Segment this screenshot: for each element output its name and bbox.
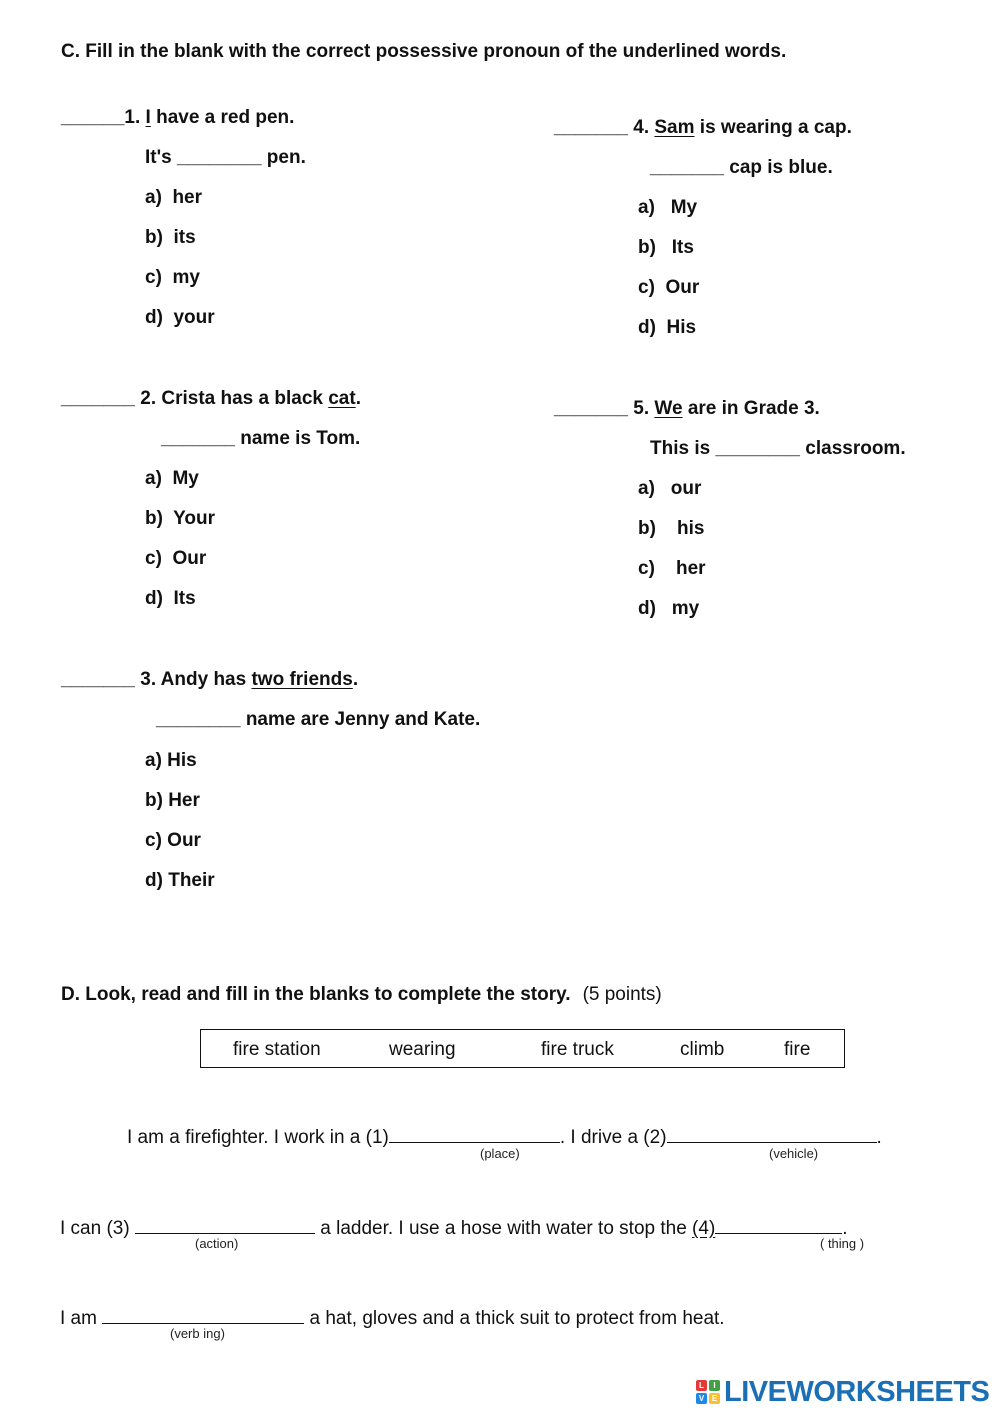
story-text: I can (3) bbox=[60, 1218, 135, 1239]
story-blank-5[interactable] bbox=[102, 1305, 304, 1324]
logo-text: LIVEWORKSHEETS bbox=[724, 1376, 990, 1408]
word-bank bbox=[200, 1029, 845, 1068]
option-2b[interactable]: b) Your bbox=[145, 508, 216, 529]
question-1-text: 1. bbox=[124, 107, 146, 128]
question-2 bbox=[61, 389, 361, 408]
question-3-text-end: . bbox=[352, 669, 359, 690]
story-text: . I drive a (2) bbox=[559, 1127, 667, 1148]
question-1 bbox=[61, 108, 294, 127]
option-3c[interactable]: c) Our bbox=[145, 830, 201, 851]
story-text: I am bbox=[60, 1308, 103, 1329]
question-2-text: 2. Crista has a black bbox=[134, 388, 329, 409]
logo-tile: V bbox=[696, 1393, 707, 1404]
question-3 bbox=[61, 670, 358, 689]
option-5d[interactable]: d) my bbox=[638, 598, 700, 619]
question-1-text-end: have a red pen. bbox=[150, 107, 295, 128]
story-text: a ladder. I use a hose with water to stop the bbox=[314, 1218, 693, 1239]
section-d-points: (5 points) bbox=[582, 984, 662, 1005]
underlined-word-1: I bbox=[145, 107, 151, 128]
section-c-title: C. Fill in the blank with the correct possessive pronoun of the underlined words. bbox=[61, 41, 787, 62]
option-3a[interactable]: a) His bbox=[145, 750, 197, 771]
story-text: . bbox=[876, 1127, 882, 1148]
option-5a[interactable]: a) our bbox=[638, 478, 702, 499]
liveworksheets-logo-icon bbox=[696, 1380, 722, 1406]
option-2a[interactable]: a) My bbox=[145, 468, 199, 489]
option-3d[interactable]: d) Their bbox=[145, 870, 215, 891]
question-5-text-end: are in Grade 3. bbox=[682, 398, 820, 419]
word-bank-item: climb bbox=[680, 1039, 725, 1060]
option-1a[interactable]: a) her bbox=[145, 187, 203, 208]
section-d-title-text: D. Look, read and fill in the blanks to complete the story. bbox=[61, 984, 571, 1005]
option-4b[interactable]: b) Its bbox=[638, 237, 694, 258]
option-5b[interactable]: b) his bbox=[638, 518, 705, 539]
question-5 bbox=[554, 399, 820, 418]
hint-action: (action) bbox=[195, 1236, 239, 1251]
story-line-1 bbox=[127, 1124, 882, 1147]
hint-verb-ing: (verb ing) bbox=[170, 1326, 225, 1341]
story-blank-3[interactable] bbox=[135, 1215, 315, 1234]
option-3b[interactable]: b) Her bbox=[145, 790, 200, 811]
question-2-text-end: . bbox=[355, 388, 361, 409]
story-blank-4[interactable] bbox=[715, 1215, 842, 1234]
logo-tile: L bbox=[696, 1380, 707, 1391]
question-5-text: 5. bbox=[627, 398, 655, 419]
word-bank-item: fire truck bbox=[541, 1039, 614, 1060]
answer-blank-1[interactable]: ______ bbox=[61, 107, 125, 128]
section-d-title bbox=[61, 985, 662, 1004]
underlined-word-3: two friends bbox=[251, 669, 353, 690]
option-4d[interactable]: d) His bbox=[638, 317, 697, 338]
question-1-sentence: It's ________ pen. bbox=[145, 147, 306, 168]
logo-tile: I bbox=[709, 1380, 720, 1391]
logo-tile: E bbox=[709, 1393, 720, 1404]
story-text: (4) bbox=[692, 1218, 716, 1239]
question-3-text: 3. Andy has bbox=[134, 669, 252, 690]
question-4-text: 4. bbox=[627, 117, 655, 138]
story-line-2 bbox=[60, 1215, 848, 1238]
option-1d[interactable]: d) your bbox=[145, 307, 215, 328]
question-3-sentence: ________ name are Jenny and Kate. bbox=[156, 709, 481, 730]
underlined-word-5: We bbox=[654, 398, 683, 419]
question-5-sentence: This is ________ classroom. bbox=[650, 438, 906, 459]
story-text: I am a firefighter. I work in a (1) bbox=[127, 1127, 389, 1148]
answer-blank-4[interactable]: _______ bbox=[554, 117, 628, 138]
story-text: a hat, gloves and a thick suit to protect from heat. bbox=[304, 1308, 725, 1329]
answer-blank-5[interactable]: _______ bbox=[554, 398, 628, 419]
option-2c[interactable]: c) Our bbox=[145, 548, 207, 569]
option-2d[interactable]: d) Its bbox=[145, 588, 196, 609]
underlined-word-4: Sam bbox=[654, 117, 695, 138]
hint-thing: ( thing ) bbox=[820, 1236, 865, 1251]
word-bank-item: wearing bbox=[389, 1039, 456, 1060]
story-text: . bbox=[842, 1218, 848, 1239]
hint-vehicle: (vehicle) bbox=[769, 1146, 819, 1161]
answer-blank-3[interactable]: _______ bbox=[61, 669, 135, 690]
question-4-sentence: _______ cap is blue. bbox=[650, 157, 833, 178]
option-4a[interactable]: a) My bbox=[638, 197, 698, 218]
hint-place: (place) bbox=[480, 1146, 520, 1161]
option-1c[interactable]: c) my bbox=[145, 267, 200, 288]
question-4 bbox=[554, 118, 852, 137]
option-1b[interactable]: b) its bbox=[145, 227, 196, 248]
story-line-3 bbox=[60, 1305, 725, 1328]
underlined-word-2: cat bbox=[328, 388, 356, 409]
question-2-sentence: _______ name is Tom. bbox=[161, 428, 361, 449]
answer-blank-2[interactable]: _______ bbox=[61, 388, 135, 409]
story-blank-1[interactable] bbox=[389, 1124, 560, 1143]
option-4c[interactable]: c) Our bbox=[638, 277, 700, 298]
story-blank-2[interactable] bbox=[667, 1124, 877, 1143]
question-4-text-end: is wearing a cap. bbox=[694, 117, 852, 138]
option-5c[interactable]: c) her bbox=[638, 558, 706, 579]
word-bank-item: fire station bbox=[233, 1039, 321, 1060]
word-bank-item: fire bbox=[784, 1039, 811, 1060]
